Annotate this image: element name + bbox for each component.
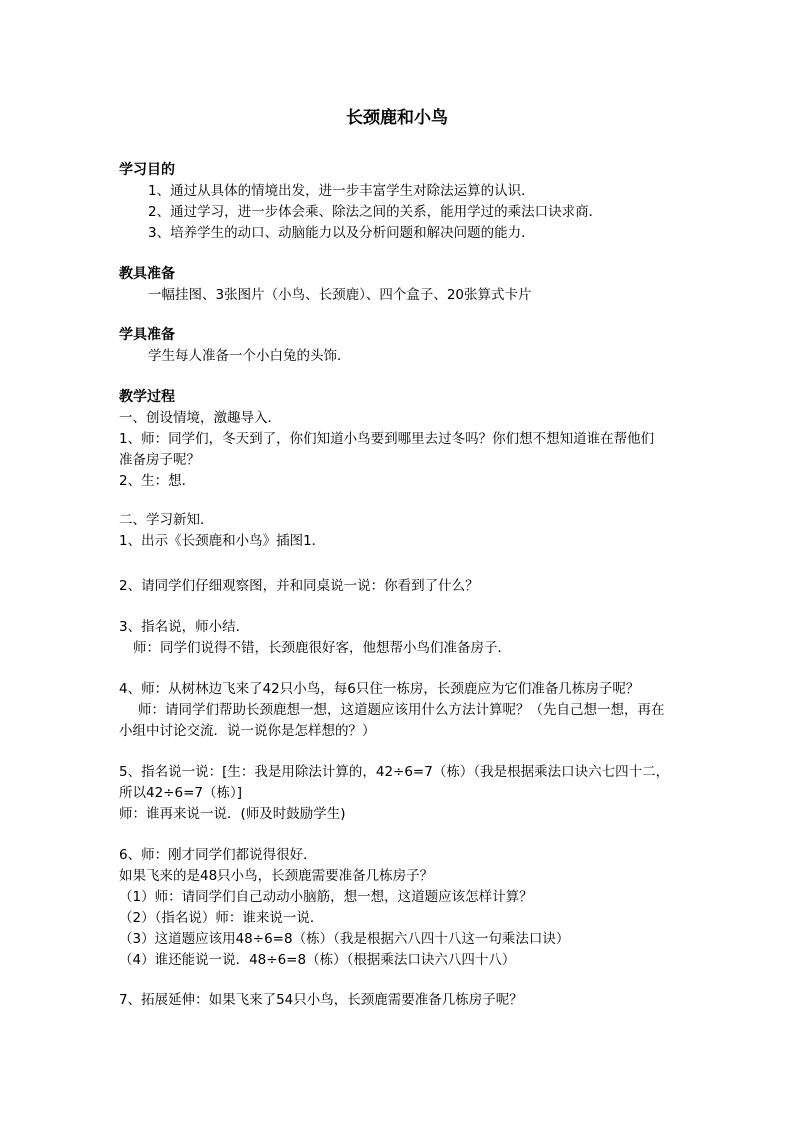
part2-step: 3、指名说，师小结． [119, 619, 250, 635]
part2-step-detail: （3）这道题应该用48÷6=8（栋）（我是根据六八四十八这一句乘法口诀） [119, 931, 570, 947]
teacher-prep-heading: 教具准备 [119, 266, 175, 282]
objectives-heading: 学习目的 [119, 162, 175, 178]
student-prep-section [119, 325, 689, 367]
part1-line: 2、生：想． [119, 473, 196, 489]
part2-step-6 [119, 845, 689, 971]
part2-step-7 [119, 990, 689, 1011]
part2-step-detail: 小组中讨论交流．说一说你是怎样想的？） [119, 723, 376, 739]
objectives-section [119, 160, 689, 244]
objective-item: 3、培养学生的动口、动脑能力以及分析问题和解决问题的能力． [148, 225, 535, 241]
part1-title: 一、创设情境，激趣导入． [119, 410, 281, 426]
part2-step-detail: （4）谁还能说一说．48÷6=8（栋）（根据乘法口诀六八四十八） [119, 952, 516, 968]
part2-step-2 [119, 576, 689, 597]
part2-step-detail: 如果飞来的是48只小鸟，长颈鹿需要准备几栋房子？ [119, 868, 434, 884]
part2-step-5 [119, 762, 689, 825]
part1-line: 准备房子呢？ [119, 452, 200, 468]
objective-item: 1、通过从具体的情境出发，进一步丰富学生对除法运算的认识． [148, 183, 535, 199]
part2-step-detail: 所以42÷6=7（栋）] [119, 785, 242, 801]
student-prep-heading: 学具准备 [119, 327, 175, 343]
student-prep-text: 学生每人准备一个小白兔的头饰． [148, 348, 351, 364]
process-heading: 教学过程 [119, 389, 175, 405]
part2-step-3 [119, 617, 689, 659]
teacher-prep-text: 一幅挂图、3张图片（小鸟、长颈鹿）、四个盒子、20张算式卡片 [148, 287, 532, 303]
process-section [119, 387, 689, 492]
part2-step: 4、师：从树林边飞来了42只小鸟，每6只住一栋房，长颈鹿应为它们准备几栋房子呢？ [119, 681, 640, 697]
document-title: 长颈鹿和小鸟 [346, 108, 448, 128]
objective-item: 2、通过学习，进一步体会乘、除法之间的关系，能用学过的乘法口诀求商． [148, 204, 603, 220]
part2-step: 7、拓展延伸：如果飞来了54只小鸟，长颈鹿需要准备几栋房子呢？ [119, 992, 523, 1008]
part2-step: 5、指名说一说：[生：我是用除法计算的，42÷6=7（栋）（我是根据乘法口诀六七四十二， [119, 764, 670, 780]
part2-step: 2、请同学们仔细观察图，并和同桌说一说：你看到了什么？ [119, 578, 479, 594]
part2-step: 6、师：刚才同学们都说得很好． [119, 847, 317, 863]
part2-step: 1、出示《长颈鹿和小鸟》插图1． [119, 533, 326, 549]
part2-step-detail: （1）师：请同学们自己动动小脑筋，想一想，这道题应该怎样计算？ [119, 889, 533, 905]
part2-step-detail: 师：同学们说得不错，长颈鹿很好客，他想帮小鸟们准备房子． [133, 640, 511, 656]
part1-line: 1、师：同学们，冬天到了，你们知道小鸟要到哪里去过冬吗？你们想不想知道谁在帮他们 [119, 431, 655, 447]
part2-step-4 [119, 679, 689, 742]
part2-step-detail: 师：请同学们帮助长颈鹿想一想，这道题应该用什么方法计算呢？（先自己想一想，再在 [138, 702, 665, 718]
teacher-prep-section [119, 264, 689, 306]
part2-title: 二、学习新知． [119, 512, 214, 528]
part2-step-detail: （2）（指名说）师：谁来说一说． [119, 910, 324, 926]
part2-step-detail: 师：谁再来说一说．(师及时鼓励学生) [119, 806, 346, 822]
part2-block [119, 510, 689, 552]
